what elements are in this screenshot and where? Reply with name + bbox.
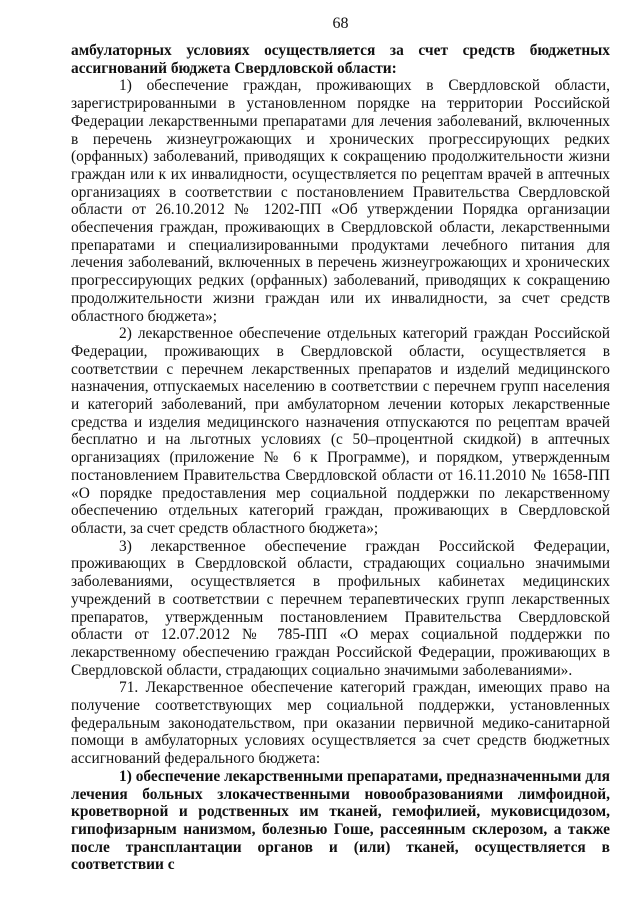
paragraph-item-1-orphan-diseases: 1) обеспечение граждан, проживающих в Свердловской области, зарегистрированными в установленном порядке на территории Российской Федерации лекарственными препаратами для лечения заболеваний, включенных в перечень жизнеугрожающих и хронических прогрессирующих редких (орфанных) заболеваний, приводящих к сокращению продолжительности жизни граждан или к их инвалидности, осуществляется по рецептам врачей в аптечных организациях в соответствии с постановлением Правительства Свердловской области от 26.10.2012 № 1202-ПП «Об утверждении Порядка организации обеспечения граждан, проживающих в Свердловской области, лекарственными препаратами и специализированными продуктами лечебного питания для лечения заболеваний, включенных в перечень жизнеугрожающих и хронических прогрессирующих редких (орфанных) заболеваний, приводящих к сокращению продолжительности жизни граждан или их инвалидности, за счет средств областного бюджета»; (71, 77, 610, 325)
paragraph-item-2-benefit-categories: 2) лекарственное обеспечение отдельных категорий граждан Российской Федерации, проживающих в Свердловской области, осуществляется в соответствии с перечнем лекарственных препаратов и изделий медицинского назначения, отпускаемых населению в соответствии с перечнем групп населения и категорий заболеваний, при амбулаторном лечении которых лекарственные средства и изделия медицинского назначения отпускаются по рецептам врачей бесплатно и на льготных условиях (с 50–процентной скидкой) в аптечных организациях (приложение № 6 к Программе), и порядком, утвержденным постановлением Правительства Свердловской области от 16.11.2010 № 1658-ПП «О порядке предоставления мер социальной поддержки по лекарственному обеспечению отдельных категорий граждан, проживающих в Свердловской области, за счет средств областного бюджета»; (71, 325, 610, 537)
paragraph-section-71: 71. Лекарственное обеспечение категорий граждан, имеющих право на получение соответствующих мер социальной поддержки, установленных федеральным законодательством, при оказании первичной медико-санитарной помощи в амбулаторных условиях осуществляется за счет средств бюджетных ассигнований федерального бюджета: (71, 679, 610, 768)
paragraph-section-71-item-1: 1) обеспечение лекарственными препаратами, предназначенными для лечения больных злокачественными новообразованиями лимфоидной, кроветворной и родственных им тканей, гемофилией, муковисцидозом, гипофизарным нанизмом, болезнью Гоше, рассеянным склерозом, а также после трансплантации органов и (или) тканей, осуществляется в соответствии с (71, 767, 610, 874)
page-number: 68 (332, 15, 349, 32)
paragraph-continuation: амбулаторных условиях осуществляется за счет средств бюджетных ассигнований бюджета Свердловской области: (71, 42, 610, 77)
document-body (71, 42, 610, 874)
paragraph-item-3-socially-significant: 3) лекарственное обеспечение граждан Российской Федерации, проживающих в Свердловской области, страдающих социально значимыми заболеваниями, осуществляется в профильных кабинетах медицинских учреждений в соответствии с перечнем терапевтических групп лекарственных препаратов, утвержденным постановлением Правительства Свердловской области от 12.07.2012 № 785-ПП «О мерах социальной поддержки по лекарственному обеспечению граждан Российской Федерации, проживающих в Свердловской области, страдающих социально значимыми заболеваниями». (71, 537, 610, 679)
